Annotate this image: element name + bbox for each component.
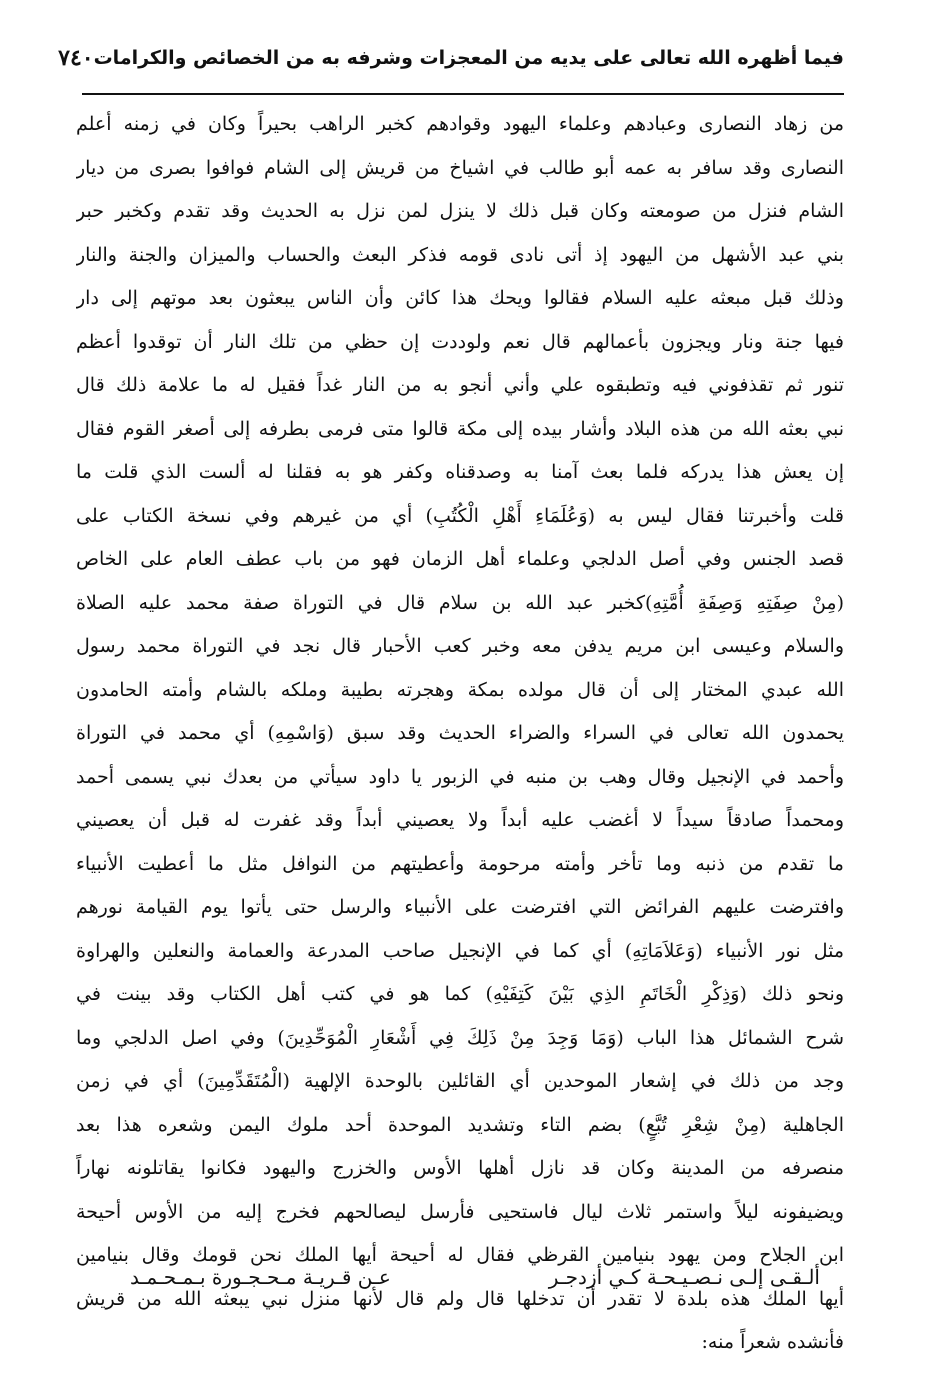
text-line: ومحمداً صادقاً سيداً لا أغضب عليه أبداً ولا يعصيني أبداً وقد غفرت له قبل أن يعصيني [76, 809, 844, 831]
text-line: من زهاد النصارى وعبادهم وعلماء اليهود وقوادهم كخبر الراهب بحيراً وكان في زمنه أعلم [76, 113, 844, 135]
text-line: فأنشده شعراً منه: [701, 1331, 844, 1353]
text-line: وجد من ذلك في إشعار الموحدين أي القائلين بالوحدة الإلهية (الْمُتَقَدِّمِينَ) أي في زمن [76, 1070, 844, 1092]
poetry-verse [130, 1254, 820, 1300]
text-line: والسلام وعيسى ابن مريم يدفن معه وخبر كعب الأحبار قال نجد في التوراة محمد رسول [76, 635, 844, 657]
text-line: أيها الملك هذه بلدة لا تقدر أن تدخلها قال ولم قال لأنها منزل نبي يبعثه الله من قريش [76, 1287, 844, 1310]
text-line: تنور ثم تقذفوني فيه وتطبقوه علي وأني أنجو به من النار غداً فقيل له ما علامة ذلك قال [76, 374, 844, 396]
text-line: فيها جنة ونار ويجزون بأعمالهم قال نعم ولوددت إن حظي من تلك النار أن توقدوا أعظم [76, 330, 844, 353]
text-line: منصرفه من المدينة وكان قد نازل أهلها الأوس والخزرج واليهود فكانوا يقاتلونه نهاراً [76, 1157, 844, 1179]
running-header [58, 34, 844, 82]
text-line: الجاهلية (مِنْ شِعْرِ تُبَّعٍ) بضم التاء وتشديد الموحدة أحد ملوك اليمن وشعره هذا بعد [76, 1113, 844, 1136]
text-line: ما تقدم من ذنبه وما تأخر وأمته مرحومة وأعطيتهم من النوافل مثل ما أعطيت الأنبياء [76, 852, 844, 875]
text-line: قصد الجنس وفي أصل الدلجي وعلماء أهل الزمان فهو من باب عطف العام على الخاص [76, 548, 844, 570]
text-line: ابن الجلاح ومن يهود بنيامين القرظي فقال له أحيحة أيها الملك نحن قومك وقال بنيامين [76, 1244, 844, 1266]
running-title: فيما أظهره الله تعالى على يديه من المعجزات وشرفه به من الخصائص والكرامات [93, 47, 844, 69]
text-line: الشام فنزل من صومعته وكان قبل ذلك لا ينزل لمن نزل به الحديث وقد تقدم وكخبر حبر [76, 200, 844, 222]
text-line: مثل نور الأنبياء (وَعَلاَمَاتِهِ) أي كما في الإنجيل صاحب المدرعة والعمامة والنعلين والهراوة [76, 939, 844, 962]
page-number: ٧٤٠ [58, 45, 94, 71]
text-line: (مِنْ صِفَتِهِ وَصِفَةِ أُمَّتِهِ)كخبر عبد الله بن سلام قال في التوراة صفة محمد عليه الصلاة [76, 591, 844, 614]
text-line: وذلك قبل مبعثه عليه السلام فقالوا ويحك هذا كائن وأن الناس يبعثون بعد موتهم إلى دار [76, 287, 844, 309]
text-line: قلت وأخبرتنا فقال ليس به (وَعُلَمَاءِ أَهْلِ الْكُتُبِ) أي من غيرهم وفي نسخة الكتاب على [76, 504, 844, 527]
header-divider [82, 93, 844, 95]
text-line: ونحو ذلك (وَذِكْرِ الْخَاتَمِ الذِي بَيْنَ كَتِفَيْهِ) كما هو في كتب أهل الكتاب وقد بينت في [76, 983, 844, 1005]
verse-first-hemistich: ألـقـى إلـى نـصـيـحـة كـي أزدجـر [548, 1265, 820, 1289]
text-line: وأحمد في الإنجيل وقال وهب بن منبه في الزبور يا داود سيأتي من بعدك نبي يسمى أحمد [76, 765, 844, 788]
text-line: النصارى وقد سافر به عمه أبو طالب في اشياخ من قريش إلى الشام فوافوا بصرى من ديار [76, 156, 844, 179]
text-line: إن يعش هذا يدركه فلما بعث آمنا به وصدقناه وكفر هو به فقلنا له ألست الذي قلت ما [76, 461, 844, 483]
text-line: نبي بعثه الله من هذه البلاد وأشار بيده إلى مكة قالوا متى فرمى بطرفه إلى أصغر القوم فقال [76, 417, 844, 440]
main-text [76, 103, 844, 1365]
text-line: شرح الشمائل هذا الباب (وَمَا وَجِدَ مِنْ ذَلِكَ فِي أَشْعَارِ الْمُوَحِّدِينَ) وفي اصل الدلجي وما [76, 1026, 844, 1049]
text-line: وافترضت عليهم الفرائض التي افترضت على الأنبياء والرسل حتى يأتوا يوم القيامة نورهم [76, 896, 844, 918]
text-line: الله عبدي المختار إلى أن قال مولده بمكة وهجرته بطيبة وملكه بالشام وأمته الحامدون [76, 678, 844, 701]
text-line: يحمدون الله تعالى في السراء والضراء الحديث وقد سبق (وَاسْمِهِ) أي محمد في التوراة [76, 722, 844, 744]
text-line: بني عبد الأشهل من اليهود إذ أتى نادى قومه فذكر البعث والحساب والميزان والجنة والنار [76, 243, 844, 266]
verse-second-hemistich: عـن قـريـة مـحـجـورة بـمـحـمـد [130, 1265, 391, 1289]
text-line: ويضيفونه ليلاً واستمر ثلاث ليال فاستحيى فأرسل ليصالحهم فخرج إليه من الأوس أحيحة [76, 1200, 844, 1223]
